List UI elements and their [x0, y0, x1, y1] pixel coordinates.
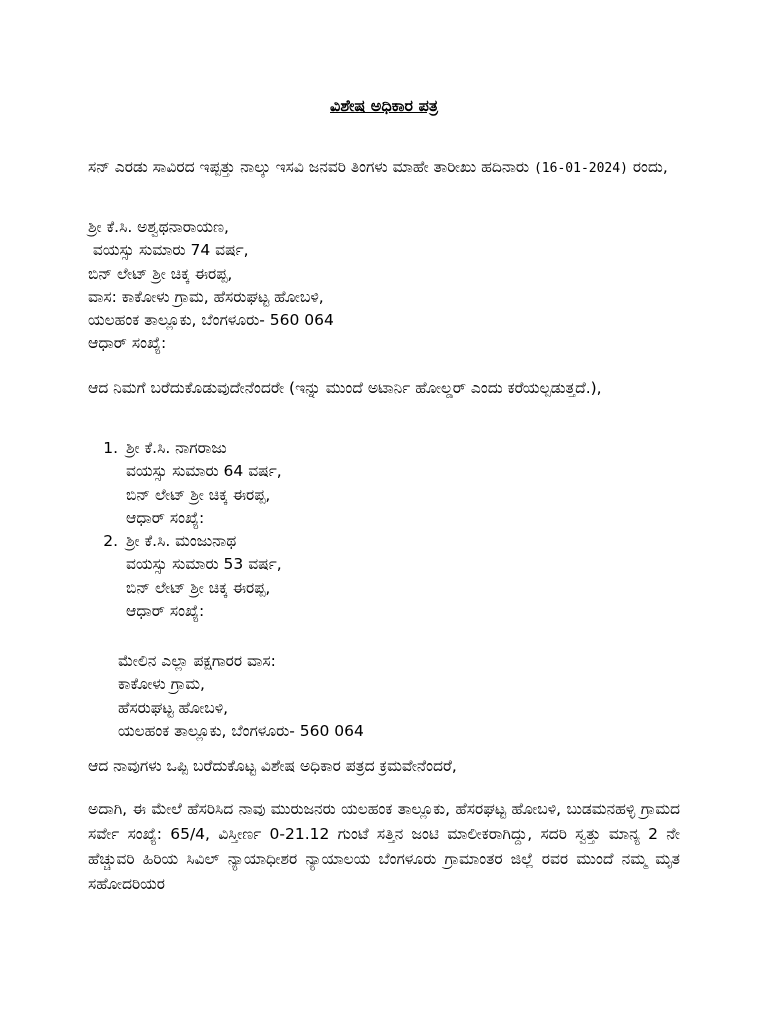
- common-address-line1: ಕಾಕೋಳು ಗ್ರಾಮ,: [118, 675, 205, 694]
- holder-father: ಬಿನ್ ಲೇಟ್ ಶ್ರೀ ಚಿಕ್ಕ ಈರಪ್ಪ,: [126, 578, 271, 597]
- date-text-before: ಸನ್ ಎರಡು ಸಾವಿರದ ಇಪ್ಪತ್ತು ನಾಲ್ಕು ಇಸವಿ ಜನವರಿ ತಿಂಗಳು ಮಾಹೇ ತಾರೀಖು ಹದಿನಾರು: [88, 158, 534, 176]
- common-address-heading: ಮೇಲಿನ ಎಲ್ಲಾ ಪಕ್ಷಗಾರರ ವಾಸ:: [118, 652, 276, 670]
- principal-details: [88, 216, 680, 356]
- date-text-after: ರಂದು,: [627, 158, 668, 176]
- holder-name: ಶ್ರೀ ಕೆ.ಸಿ. ನಾಗರಾಜು: [126, 439, 227, 457]
- document-title: ವಿಶೇಷ ಅಧಿಕಾರ ಪತ್ರ: [330, 96, 438, 115]
- list-number: 2.: [103, 532, 118, 550]
- holder-aadhaar: ಆಧಾರ್ ಸಂಖ್ಯೆ:: [126, 508, 205, 527]
- list-item: [88, 530, 680, 623]
- principal-age: ವಯಸ್ಸು ಸುಮಾರು 74 ವರ್ಷ,: [88, 241, 249, 260]
- holder-father: ಬಿನ್ ಲೇಟ್ ಶ್ರೀ ಚಿಕ್ಕ ಈರಪ್ಪ,: [126, 485, 271, 504]
- principal-aadhaar: ಆಧಾರ್ ಸಂಖ್ಯೆ:: [88, 334, 167, 353]
- holder-name: ಶ್ರೀ ಕೆ.ಸಿ. ಮಂಜುನಾಥ: [126, 532, 237, 550]
- date-value: (16-01-2024): [533, 161, 628, 176]
- body-paragraph: ಅದಾಗಿ, ಈ ಮೇಲೆ ಹೆಸರಿಸಿದ ನಾವು ಮುರುಜನರು ಯಲಹಂಕ ತಾಲ್ಲೂಕು, ಹೆಸರಘಟ್ಟ ಹೋಬಳಿ, ಬುಡಮನಹಳ್ಳಿ ಗ್ರಾಮದ ಸರ್ವೇ ಸಂಖ್ಯೆ: 65/4, ವಿಸ್ತೀರ್ಣ 0-21.12 ಗುಂಟೆ ಸತ್ತಿನ ಜಂಟಿ ಮಾಲೀಕರಾಗಿದ್ದು, ಸದರಿ ಸ್ವತ್ತು ಮಾನ್ಯ 2 ನೇ ಹೆಚ್ಚುವರಿ ಹಿರಿಯ ಸಿವಿಲ್ ನ್ಯಾಯಾಧೀಶರ ನ್ಯಾಯಾಲಯ ಬೆಂಗಳೂರು ಗ್ರಾಮಾಂತರ ಜಿಲ್ಲೆ ರವರ ಮುಂದೆ ನಮ್ಮ ಮೃತ ಸಹೋದರಿಯರ: [88, 800, 680, 894]
- principal-name: ಶ್ರೀ ಕೆ.ಸಿ. ಅಶ್ವಥನಾರಾಯಣ,: [88, 218, 229, 236]
- holder-age: ವಯಸ್ಸು ಸುಮಾರು 64 ವರ್ಷ,: [126, 462, 282, 481]
- common-address: [118, 650, 680, 743]
- list-item: [88, 437, 680, 530]
- principal-address-line2: ಯಲಹಂಕ ತಾಲ್ಲೂಕು, ಬೆಂಗಳೂರು- 560 064: [88, 311, 334, 329]
- date-paragraph: [88, 156, 680, 179]
- holder-age: ವಯಸ್ಸು ಸುಮಾರು 53 ವರ್ಷ,: [126, 555, 282, 574]
- common-address-line3: ಯಲಹಂಕ ತಾಲ್ಲೂಕು, ಬೆಂಗಳೂರು- 560 064: [118, 721, 364, 740]
- principal-address-line1: ವಾಸ: ಕಾಕೋಳು ಗ್ರಾಮ, ಹೆಸರುಘಟ್ಟ ಹೋಬಳಿ,: [88, 287, 324, 306]
- attorney-holder-list: [88, 437, 680, 623]
- list-number: 1.: [103, 439, 118, 457]
- holder-aadhaar: ಆಧಾರ್ ಸಂಖ್ಯೆ:: [126, 601, 205, 620]
- common-address-line2: ಹೆಸರುಘಟ್ಟ ಹೋಬಳಿ,: [118, 698, 229, 717]
- intro-paragraph: ಆದ ನಿಮಗೆ ಬರೆದುಕೊಡುವುದೇನೆಂದರೇ (ಇನ್ನು ಮುಂದೆ ಅಟಾರ್ನಿ ಹೋಲ್ಡರ್ ಎಂದು ಕರೆಯಲ್ಪಡುತ್ತದೆ.),: [88, 379, 602, 397]
- principal-father: ಬಿನ್ ಲೇಟ್ ಶ್ರೀ ಚಿಕ್ಕ ಈರಪ್ಪ,: [88, 264, 233, 283]
- statement-line: ಆದ ನಾವುಗಳು ಒಪ್ಪಿ ಬರೆದುಕೊಟ್ಟ ವಿಶೇಷ ಅಧಿಕಾರ ಪತ್ರದ ಕ್ರಮವೇನೆಂದರೆ,: [88, 757, 457, 775]
